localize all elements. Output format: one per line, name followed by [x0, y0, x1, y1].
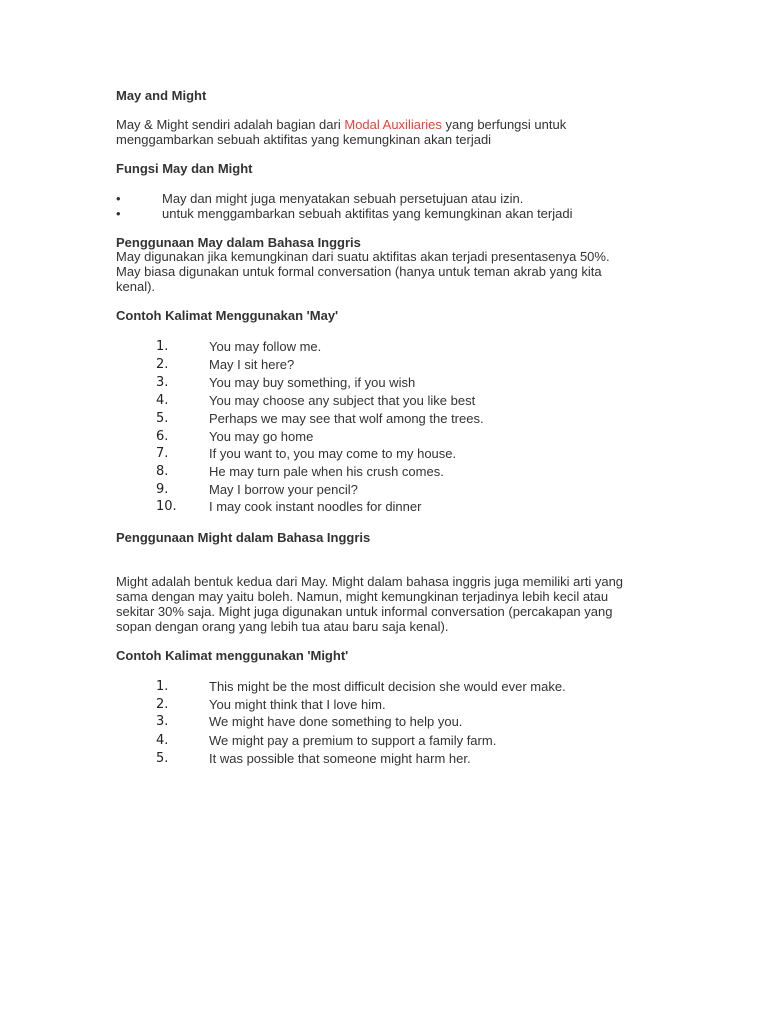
list-number: 8.: [156, 464, 169, 479]
may-example-item: He may turn pale when his crush comes.: [209, 464, 444, 479]
may-usage-line-3: kenal).: [116, 279, 156, 294]
might-usage-line-3: sekitar 30% saja. Might juga digunakan untuk informal conversation (percakapan yang: [116, 604, 613, 619]
may-usage-line-1: May digunakan jika kemungkinan dari suatu aktifitas akan terjadi presentasenya 50%.: [116, 249, 610, 264]
might-usage-line-4: sopan dengan orang yang lebih tua atau baru saja kenal).: [116, 619, 449, 634]
list-number: 9.: [156, 482, 169, 497]
list-number: 3.: [156, 375, 169, 390]
might-usage-line-2: sama dengan may yaitu boleh. Namun, might kemungkinan terjadinya lebih kecil atau: [116, 589, 609, 604]
fungsi-bullet-1: May dan might juga menyatakan sebuah persetujuan atau izin.: [162, 191, 524, 206]
list-number: 7.: [156, 446, 169, 461]
intro-paragraph: [116, 117, 566, 132]
list-number: 3.: [156, 714, 169, 729]
might-example-item: You might think that I love him.: [209, 697, 386, 712]
might-example-item: This might be the most difficult decision she would ever make.: [209, 679, 566, 694]
intro-line-2: menggambarkan sebuah aktifitas yang kemungkinan akan terjadi: [116, 132, 492, 147]
may-usage-line-2: May biasa digunakan untuk formal conversation (hanya untuk teman akrab yang kita: [116, 264, 602, 279]
list-number: 1.: [156, 339, 169, 354]
bullet-dot: •: [116, 191, 121, 206]
might-examples-heading: Contoh Kalimat menggunakan 'Might': [116, 648, 349, 663]
fungsi-heading: Fungsi May dan Might: [116, 161, 253, 176]
may-usage-heading: Penggunaan May dalam Bahasa Inggris: [116, 235, 361, 250]
may-example-item: If you want to, you may come to my house.: [209, 446, 457, 461]
list-number: 2.: [156, 357, 169, 372]
may-example-item: You may choose any subject that you like best: [209, 393, 476, 408]
may-example-item: You may go home: [209, 429, 314, 444]
list-number: 2.: [156, 697, 169, 712]
list-number: 1.: [156, 679, 169, 694]
modal-auxiliaries-link[interactable]: Modal Auxiliaries: [344, 117, 442, 132]
might-usage-line-1: Might adalah bentuk kedua dari May. Might dalam bahasa inggris juga memiliki arti yang: [116, 574, 624, 589]
list-number: 5.: [156, 751, 169, 766]
may-example-item: I may cook instant noodles for dinner: [209, 499, 422, 514]
may-example-item: You may buy something, if you wish: [209, 375, 416, 390]
might-usage-heading: Penggunaan Might dalam Bahasa Inggris: [116, 530, 371, 545]
may-example-item: May I sit here?: [209, 357, 295, 372]
list-number: 10.: [156, 499, 177, 514]
may-examples-heading: Contoh Kalimat Menggunakan 'May': [116, 308, 339, 323]
fungsi-bullet-2: untuk menggambarkan sebuah aktifitas yang kemungkinan akan terjadi: [162, 206, 573, 221]
list-number: 4.: [156, 733, 169, 748]
intro-text-before: May & Might sendiri adalah bagian dari: [116, 117, 345, 132]
list-number: 5.: [156, 411, 169, 426]
intro-text-after: yang berfungsi untuk: [441, 117, 567, 132]
page-title: May and Might: [116, 88, 207, 103]
might-example-item: We might have done something to help you.: [209, 714, 463, 729]
bullet-dot: •: [116, 206, 121, 221]
might-example-item: We might pay a premium to support a family farm.: [209, 733, 497, 748]
list-number: 4.: [156, 393, 169, 408]
list-number: 6.: [156, 429, 169, 444]
might-example-item: It was possible that someone might harm her.: [209, 751, 471, 766]
may-example-item: You may follow me.: [209, 339, 322, 354]
may-example-item: May I borrow your pencil?: [209, 482, 358, 497]
may-example-item: Perhaps we may see that wolf among the trees.: [209, 411, 484, 426]
